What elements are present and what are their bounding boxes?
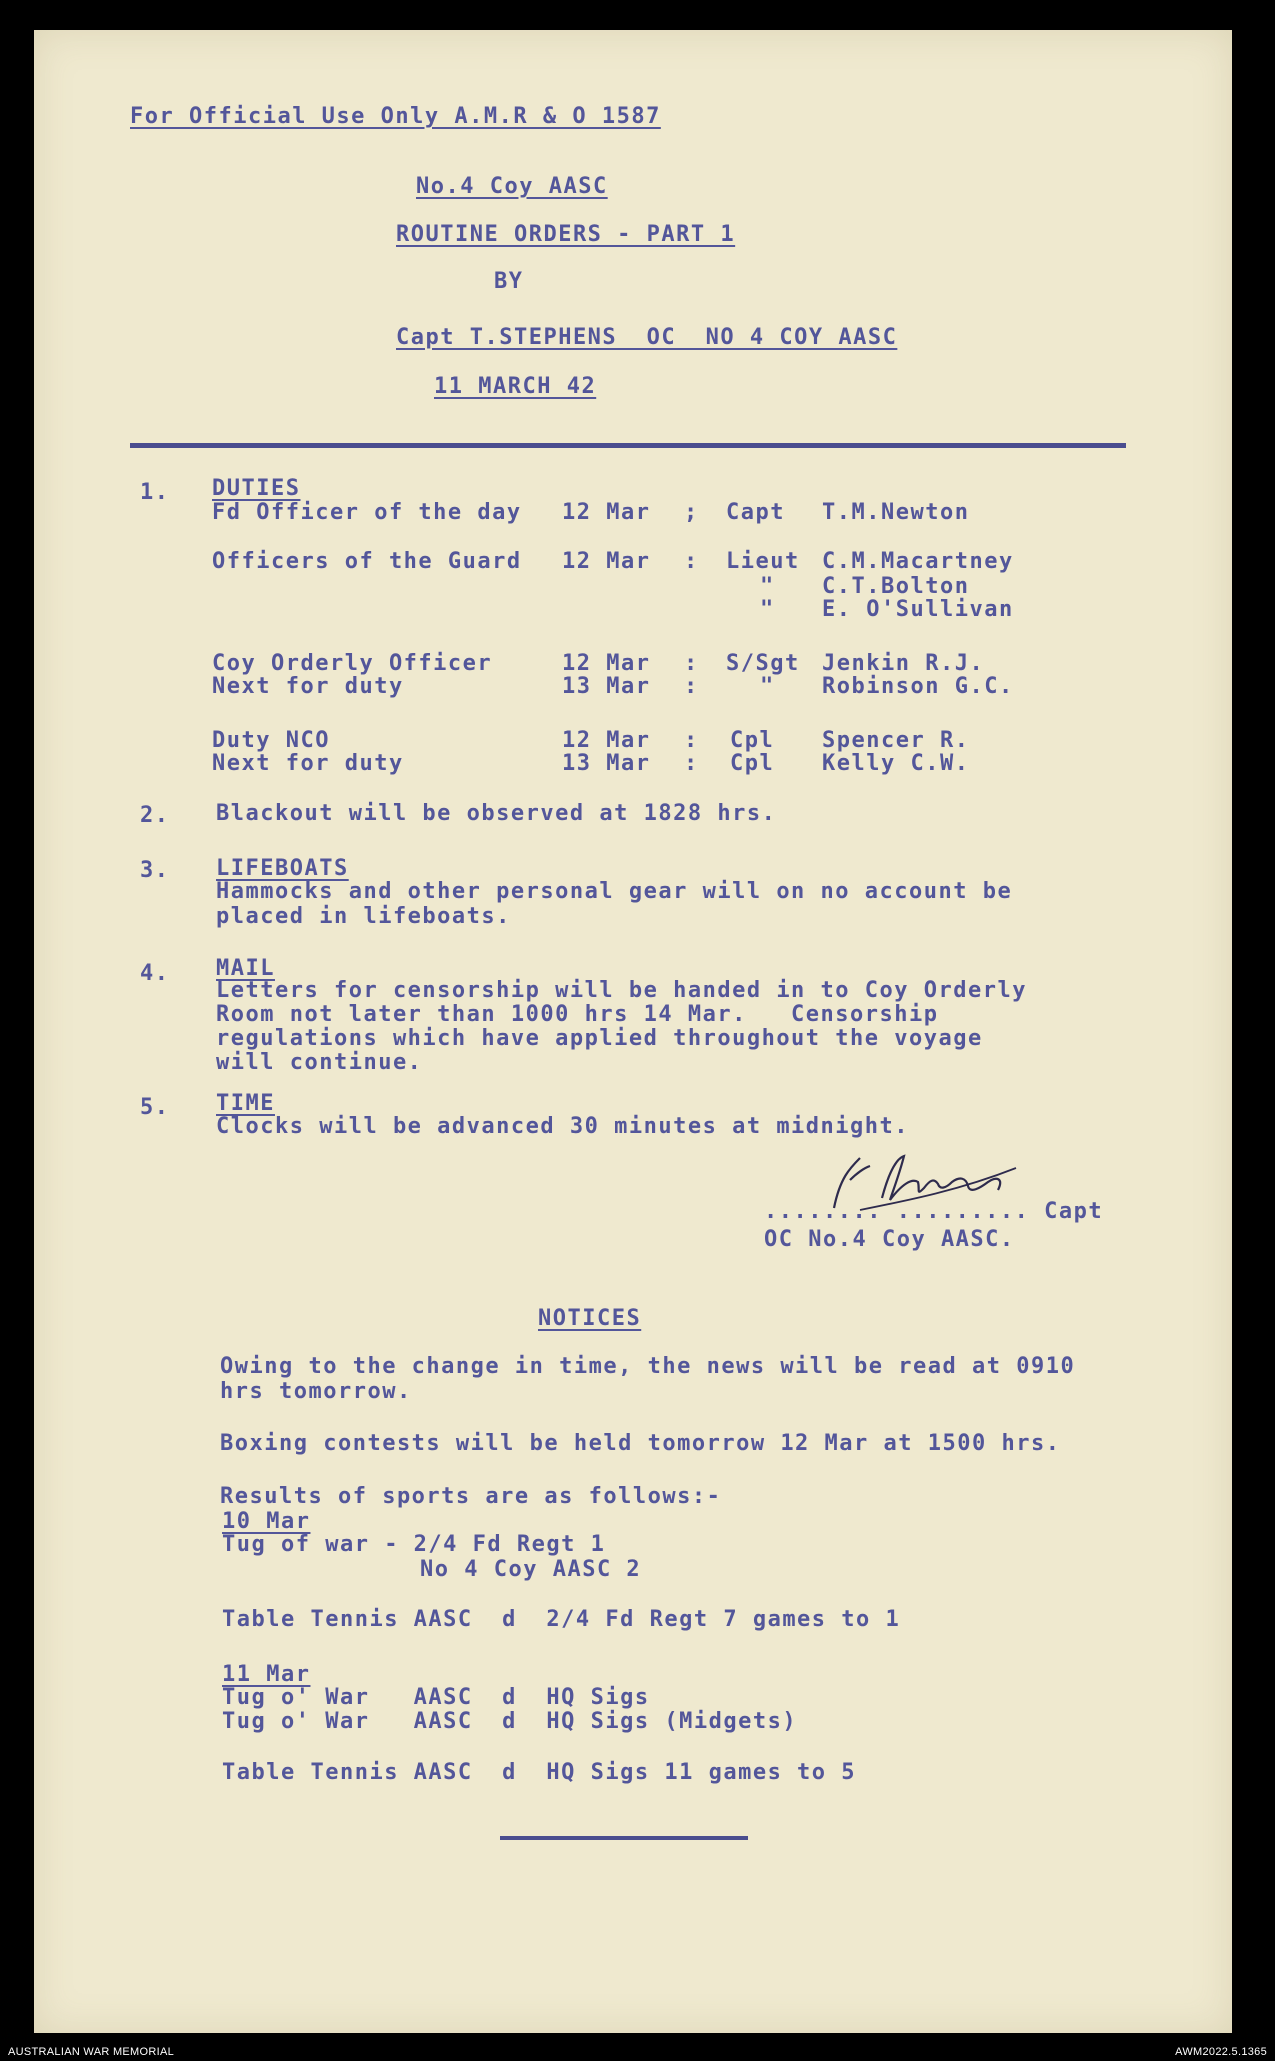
duty-sep: : xyxy=(684,674,699,699)
footer-accession: AWM2022.5.1365 xyxy=(1175,2046,1267,2058)
result-line: Table Tennis AASC d 2/4 Fd Regt 7 games to 1 xyxy=(222,1607,901,1632)
duty-rank: S/Sgt xyxy=(726,651,800,676)
result-line: No 4 Coy AASC 2 xyxy=(420,1557,642,1582)
duty-rank: " xyxy=(760,674,775,699)
duty-role: Officers of the Guard xyxy=(212,549,522,574)
document-title: ROUTINE ORDERS - PART 1 xyxy=(396,222,736,247)
duty-date: 12 Mar xyxy=(562,500,651,525)
notice-news: Owing to the change in time, the news will be read at 0910 xyxy=(220,1354,1076,1379)
duty-role: Next for duty xyxy=(212,751,404,776)
duty-name: Robinson G.C. xyxy=(822,674,1014,699)
result-line: Tug o' War AASC d HQ Sigs xyxy=(222,1685,650,1710)
duty-date: 12 Mar xyxy=(562,651,651,676)
result-line: Table Tennis AASC d HQ Sigs 11 games to 5 xyxy=(222,1760,857,1785)
mail-heading: MAIL xyxy=(216,956,275,981)
duty-rank: Cpl xyxy=(730,728,775,753)
notice-boxing: Boxing contests will be held tomorrow 12 Mar at 1500 hrs. xyxy=(220,1431,1061,1456)
item-number: 5. xyxy=(140,1095,170,1120)
result-line: Tug of war - 2/4 Fd Regt 1 xyxy=(222,1532,606,1557)
lifeboats-line: Hammocks and other personal gear will on no account be xyxy=(216,879,1013,904)
signature-line: ........ ......... Capt xyxy=(764,1199,1104,1224)
official-use-line: For Official Use Only A.M.R & O 1587 xyxy=(130,104,661,129)
closing-rule xyxy=(500,1836,748,1840)
duty-date: 12 Mar xyxy=(562,549,651,574)
duty-name: E. O'Sullivan xyxy=(822,597,1014,622)
duty-sep: : xyxy=(684,728,699,753)
result-line: Tug o' War AASC d HQ Sigs (Midgets) xyxy=(222,1709,798,1734)
time-heading: TIME xyxy=(216,1091,275,1116)
lifeboats-heading: LIFEBOATS xyxy=(216,856,349,881)
lifeboats-line: placed in lifeboats. xyxy=(216,904,511,929)
header-rule xyxy=(130,443,1126,448)
duty-name: C.T.Bolton xyxy=(822,574,970,599)
item-number: 2. xyxy=(140,803,170,828)
duty-name: Spencer R. xyxy=(822,728,970,753)
blackout-text: Blackout will be observed at 1828 hrs. xyxy=(216,801,777,826)
duty-sep: : xyxy=(684,549,699,574)
duty-rank: Capt xyxy=(726,500,785,525)
mail-line: regulations which have applied throughout the voyage xyxy=(216,1026,983,1051)
results-date: 10 Mar xyxy=(222,1509,311,1534)
duty-name: C.M.Macartney xyxy=(822,549,1014,574)
by-line: BY xyxy=(494,269,524,294)
notice-news: hrs tomorrow. xyxy=(220,1379,412,1404)
time-text: Clocks will be advanced 30 minutes at midnight. xyxy=(216,1114,910,1139)
duty-role: Fd Officer of the day xyxy=(212,500,522,525)
mail-line: Letters for censorship will be handed in to Coy Orderly xyxy=(216,978,1027,1003)
item-number: 1. xyxy=(140,480,170,505)
duty-name: T.M.Newton xyxy=(822,500,970,525)
duty-role: Duty NCO xyxy=(212,728,330,753)
duty-rank: " xyxy=(760,574,775,599)
duty-role: Coy Orderly Officer xyxy=(212,651,493,676)
date-line: 11 MARCH 42 xyxy=(434,374,597,399)
unit-name: No.4 Coy AASC xyxy=(416,174,608,199)
duty-sep: ; xyxy=(684,500,699,525)
duty-role: Next for duty xyxy=(212,674,404,699)
duty-rank: Lieut xyxy=(726,549,800,574)
commander-line: Capt T.STEPHENS OC NO 4 COY AASC xyxy=(396,325,898,350)
duty-date: 13 Mar xyxy=(562,674,651,699)
mail-line: will continue. xyxy=(216,1050,423,1075)
results-intro: Results of sports are as follows:- xyxy=(220,1484,722,1509)
duty-rank: " xyxy=(760,597,775,622)
mail-line: Room not later than 1000 hrs 14 Mar. Censorship xyxy=(216,1002,939,1027)
signature-office: OC No.4 Coy AASC. xyxy=(764,1227,1015,1252)
footer-source: AUSTRALIAN WAR MEMORIAL xyxy=(8,2046,175,2058)
duty-date: 12 Mar xyxy=(562,728,651,753)
duty-sep: : xyxy=(684,751,699,776)
duty-name: Kelly C.W. xyxy=(822,751,970,776)
duty-sep: : xyxy=(684,651,699,676)
item-number: 3. xyxy=(140,858,170,883)
item-number: 4. xyxy=(140,961,170,986)
results-date: 11 Mar xyxy=(222,1662,311,1687)
duties-heading: DUTIES xyxy=(212,476,301,501)
notices-heading: NOTICES xyxy=(538,1306,642,1331)
duty-name: Jenkin R.J. xyxy=(822,651,985,676)
duty-date: 13 Mar xyxy=(562,751,651,776)
duty-rank: Cpl xyxy=(730,751,775,776)
